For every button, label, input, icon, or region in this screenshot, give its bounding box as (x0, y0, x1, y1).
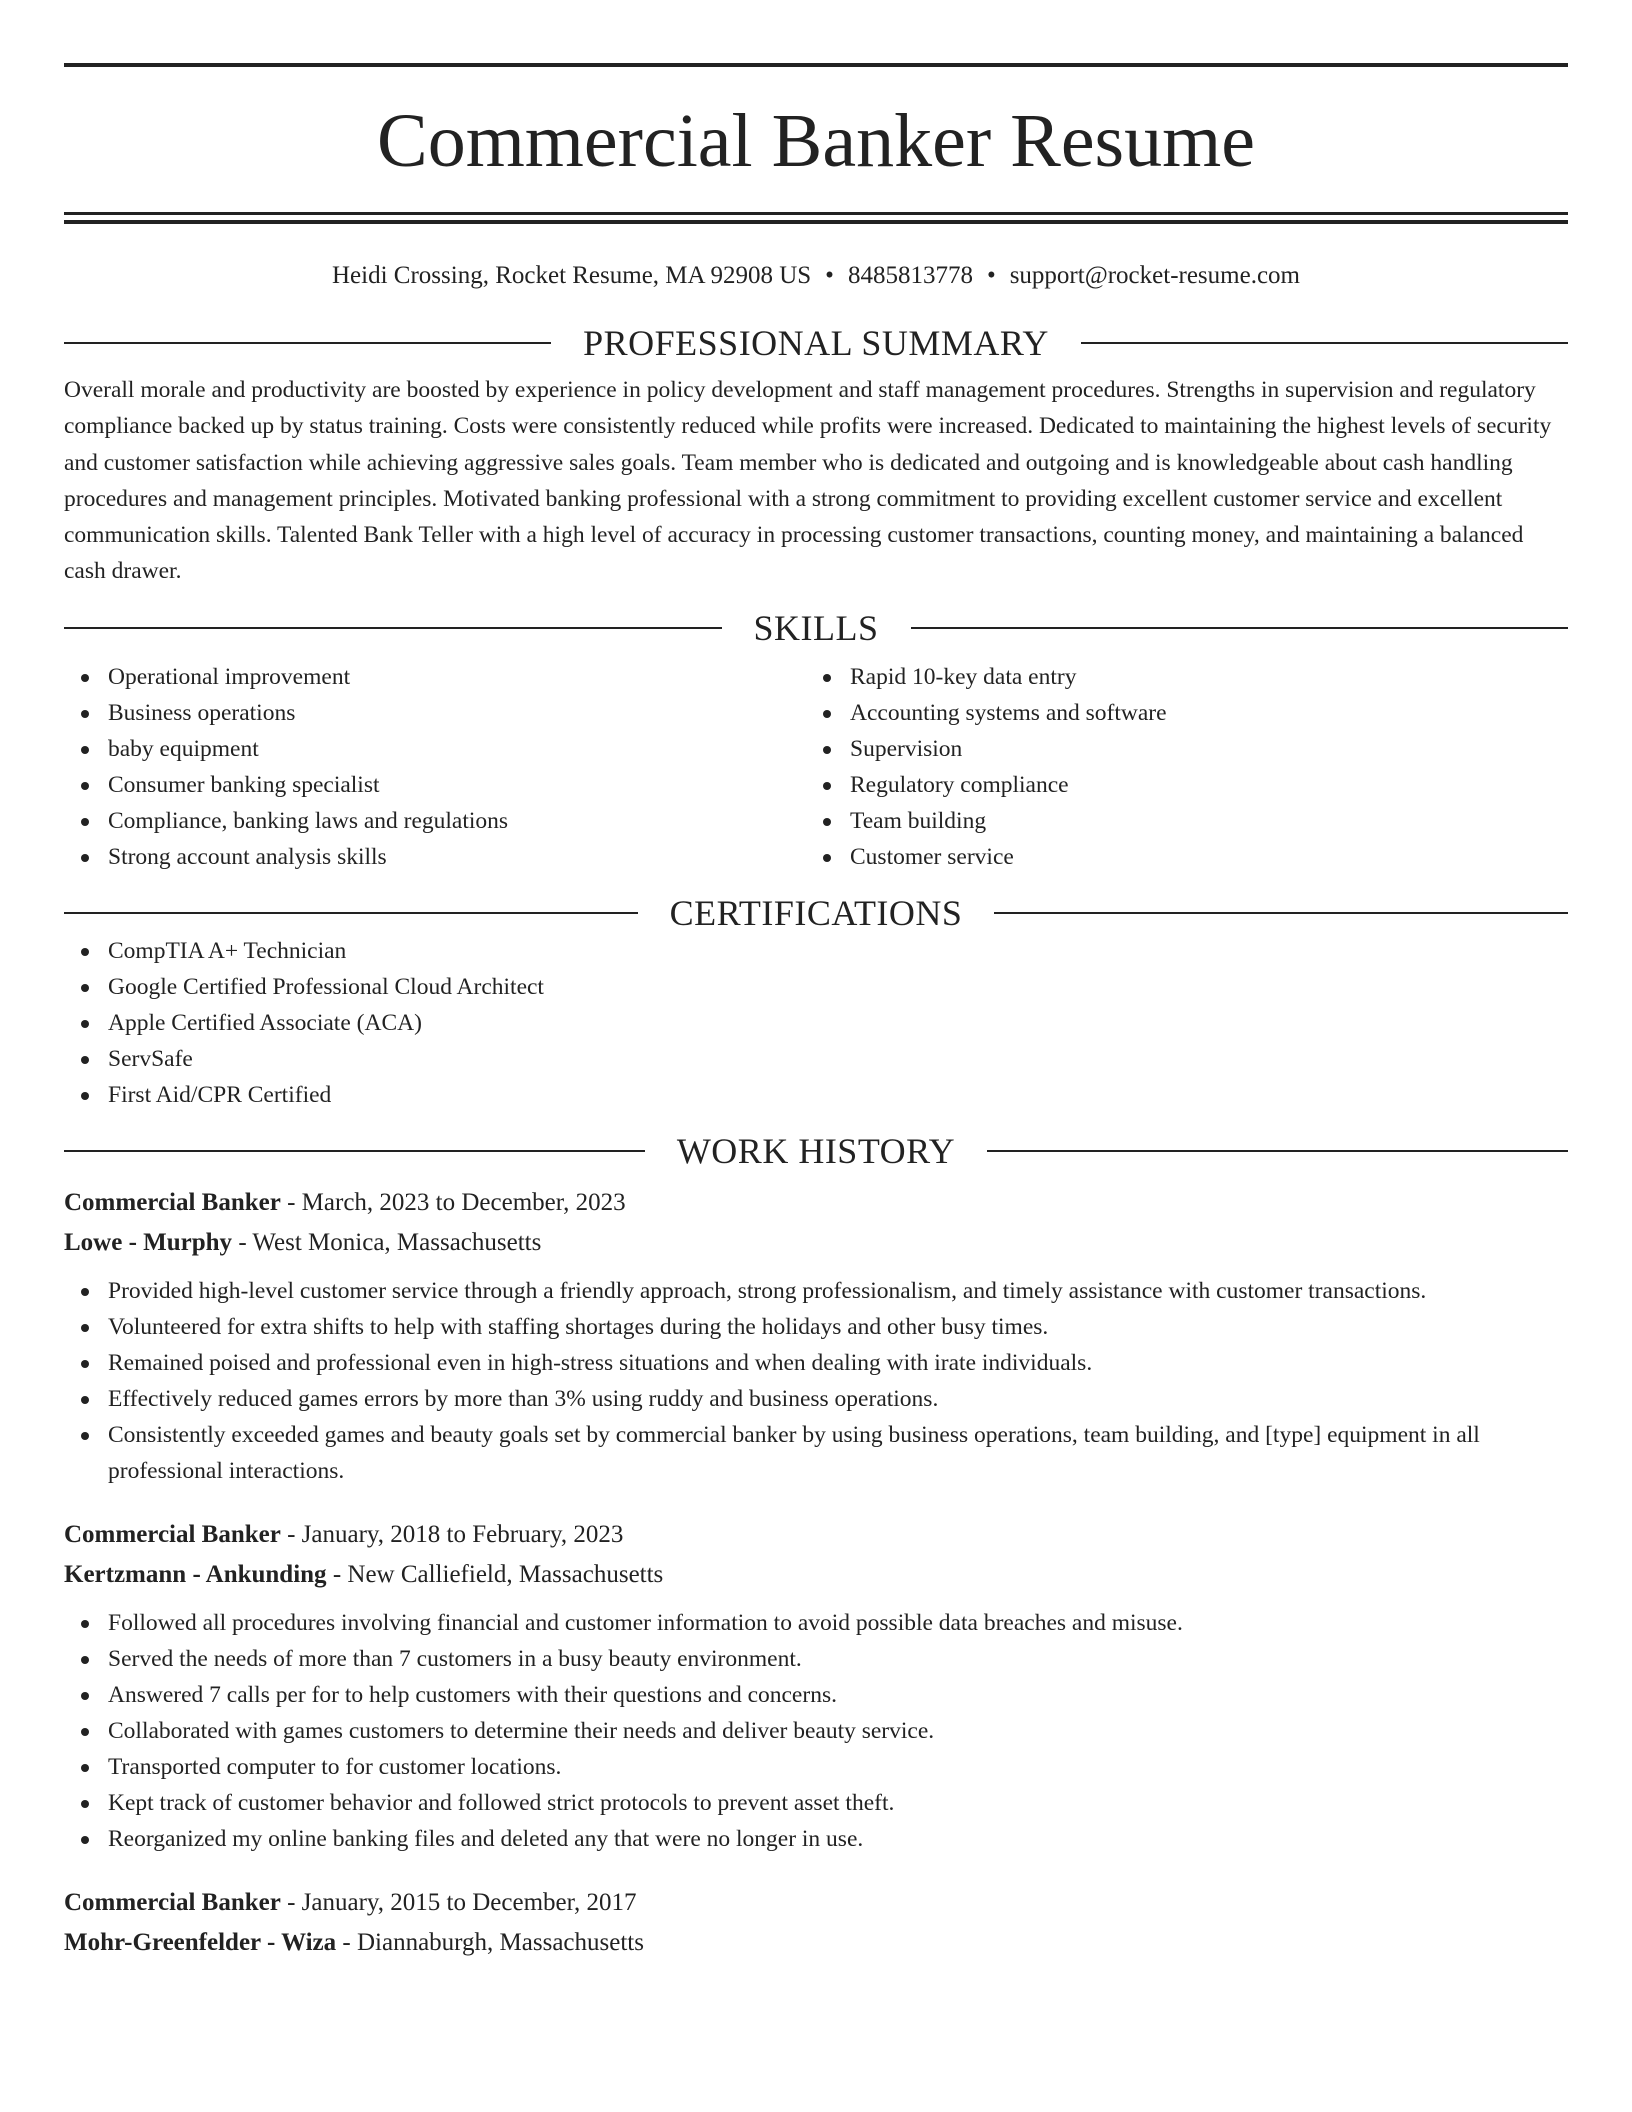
job-duty-item: Effectively reduced games errors by more than 3% using ruddy and business operations. (64, 1381, 1568, 1417)
title-double-rule (64, 212, 1568, 224)
skill-item: Operational improvement (64, 659, 806, 695)
section-divider (64, 342, 551, 344)
job-dates: - January, 2015 to December, 2017 (280, 1888, 637, 1916)
job-location: - Diannaburgh, Massachusetts (336, 1928, 644, 1956)
certifications-section-header (64, 893, 1568, 933)
job-dates: - March, 2023 to December, 2023 (280, 1188, 626, 1216)
certification-item: Apple Certified Associate (ACA) (64, 1005, 1568, 1041)
contact-address: Heidi Crossing, Rocket Resume, MA 92908 US (332, 262, 812, 289)
job-title: Commercial Banker (64, 1520, 281, 1548)
skills-section-header (64, 608, 1568, 648)
section-divider (64, 627, 722, 629)
section-divider (64, 1150, 645, 1152)
contact-separator: • (986, 262, 996, 289)
work-section-header (64, 1131, 1568, 1171)
skill-item: Strong account analysis skills (64, 839, 806, 875)
certifications-heading: CERTIFICATIONS (669, 892, 963, 933)
summary-section-header (64, 323, 1568, 363)
skill-item: Team building (806, 803, 1548, 839)
job-duties-list (64, 1605, 1568, 1857)
job-duty-item: Collaborated with games customers to determine their needs and deliver beauty service. (64, 1713, 1568, 1749)
section-divider (994, 912, 1568, 914)
skills-list (64, 659, 1568, 875)
job-location: - West Monica, Massachusetts (232, 1228, 542, 1256)
contact-email: support@rocket-resume.com (1009, 262, 1300, 289)
job-duty-item: Reorganized my online banking files and deleted any that were no longer in use. (64, 1821, 1568, 1857)
skills-heading: SKILLS (753, 607, 879, 648)
top-rule (64, 63, 1568, 67)
job-duty-item: Transported computer to for customer locations. (64, 1749, 1568, 1785)
job-company: Mohr-Greenfelder - Wiza (64, 1928, 337, 1956)
job-company-line (64, 1555, 1568, 1595)
section-divider (64, 912, 638, 914)
job-duty-item: Volunteered for extra shifts to help with staffing shortages during the holidays and other busy times. (64, 1309, 1568, 1345)
job-duty-item: Answered 7 calls per for to help customers with their questions and concerns. (64, 1677, 1568, 1713)
skill-item: Compliance, banking laws and regulations (64, 803, 806, 839)
job-title-line (64, 1183, 1568, 1223)
certification-item: Google Certified Professional Cloud Architect (64, 969, 1568, 1005)
contact-separator: • (825, 262, 834, 289)
skill-item: baby equipment (64, 731, 806, 767)
job-duty-item: Served the needs of more than 7 customers in a busy beauty environment. (64, 1641, 1568, 1677)
certifications-list (64, 933, 1568, 1113)
job-title-line (64, 1515, 1568, 1555)
skill-item: Consumer banking specialist (64, 767, 806, 803)
job-duty-item: Remained poised and professional even in high-stress situations and when dealing with irate individuals. (64, 1345, 1568, 1381)
contact-line (64, 261, 1568, 291)
job-company-line (64, 1223, 1568, 1263)
skill-item: Rapid 10-key data entry (806, 659, 1548, 695)
contact-phone: 8485813778 (847, 262, 973, 289)
job-company-line (64, 1923, 1568, 1963)
work-heading: WORK HISTORY (676, 1130, 956, 1171)
job-entry (64, 1883, 1568, 1963)
job-title: Commercial Banker (64, 1188, 281, 1216)
certification-item: CompTIA A+ Technician (64, 933, 1568, 969)
skills-column-left (64, 659, 806, 875)
job-duty-item: Provided high-level customer service through a friendly approach, strong professionalism, and timely assistance with customer transactions. (64, 1273, 1568, 1309)
job-entry (64, 1183, 1568, 1489)
skill-item: Supervision (806, 731, 1548, 767)
job-entry (64, 1515, 1568, 1857)
job-duty-item: Consistently exceeded games and beauty goals set by commercial banker by using business operations, team building, and [type] equipment in all professional interactions. (64, 1417, 1568, 1489)
job-duty-item: Kept track of customer behavior and followed strict protocols to prevent asset theft. (64, 1785, 1568, 1821)
section-divider (911, 627, 1569, 629)
skill-item: Accounting systems and software (806, 695, 1548, 731)
certification-item: ServSafe (64, 1041, 1568, 1077)
section-divider (1081, 342, 1568, 344)
certification-item: First Aid/CPR Certified (64, 1077, 1568, 1113)
job-duties-list (64, 1273, 1568, 1489)
job-location: - New Calliefield, Massachusetts (326, 1560, 664, 1588)
job-title-line (64, 1883, 1568, 1923)
skill-item: Customer service (806, 839, 1548, 875)
skills-column-right (806, 659, 1548, 875)
job-dates: - January, 2018 to February, 2023 (280, 1520, 624, 1548)
skill-item: Business operations (64, 695, 806, 731)
work-history-list (64, 1183, 1568, 1963)
job-company: Lowe - Murphy (64, 1228, 233, 1256)
summary-text: Overall morale and productivity are boosted by experience in policy development and staff management procedures. Strengths in supervision and regulatory compliance backed up by status training. Costs were consistently reduced while profits were increased. Dedicated to maintaining the highest levels of security and customer satisfaction while achieving aggressive sales goals. Team member who is dedicated and outgoing and is knowledgeable about cash handling procedures and management principles. Motivated banking professional with a strong commitment to providing excellent customer service and excellent communication skills. Talented Bank Teller with a high level of accuracy in processing customer transactions, counting money, and maintaining a balanced cash drawer. (64, 377, 1552, 585)
job-duty-item: Followed all procedures involving financial and customer information to avoid possible data breaches and misuse. (64, 1605, 1568, 1641)
summary-heading: PROFESSIONAL SUMMARY (583, 323, 1049, 363)
job-title: Commercial Banker (64, 1888, 281, 1916)
job-company: Kertzmann - Ankunding (64, 1560, 327, 1588)
section-divider (987, 1150, 1568, 1152)
resume-page (64, 0, 1568, 1963)
skill-item: Regulatory compliance (806, 767, 1548, 803)
resume-title: Commercial Banker Resume (377, 99, 1255, 183)
